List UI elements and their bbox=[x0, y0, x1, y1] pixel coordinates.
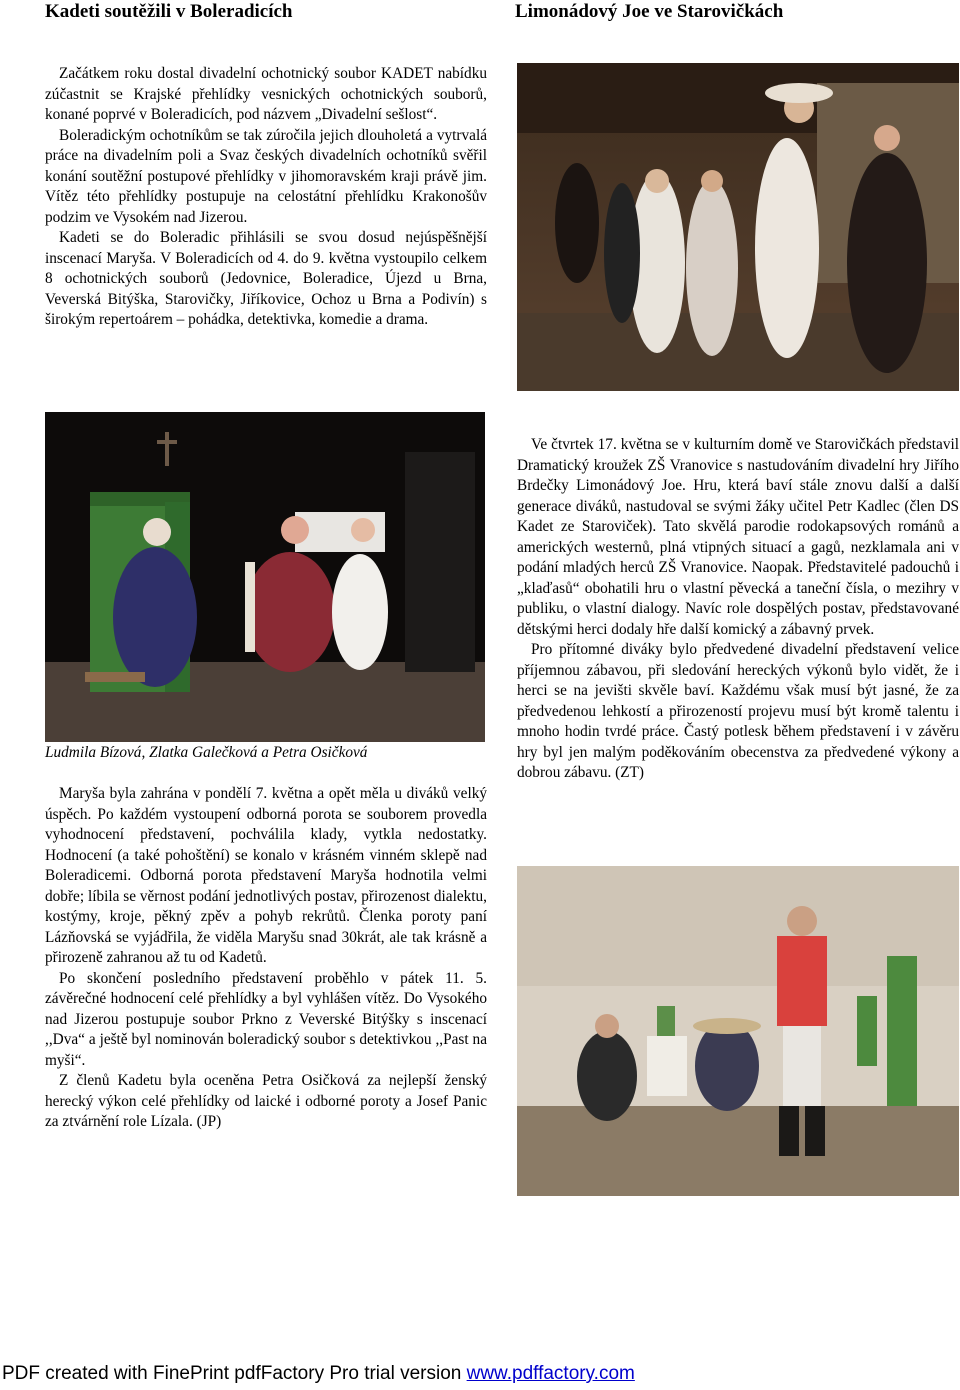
photo-caption: Ludmila Bízová, Zlatka Galečková a Petra Osičková bbox=[45, 744, 368, 761]
paragraph: Začátkem roku dostal divadelní ochotnický soubor KADET nabídku zúčastnit se Krajské přehlídky vesnických ochotnických souborů, konané poprvé v Boleradicích, pod názvem „Divadelní sešlost“. bbox=[45, 65, 487, 123]
stage-photo-image bbox=[517, 63, 959, 391]
pdffactory-link[interactable]: www.pdffactory.com bbox=[466, 1363, 635, 1384]
stage-photo-image bbox=[517, 866, 959, 1196]
footer-text: PDF created with FinePrint pdfFactory Pro trial version bbox=[2, 1363, 467, 1384]
stage-photo-image bbox=[45, 412, 485, 742]
left-intro-text bbox=[45, 64, 487, 331]
paragraph: Pro přítomné diváky bylo předvedené divadelní představení velice příjemnou zábavou, při sledování hereckých výkonů bylo vidět, že i herci se na jevišti skvěle baví. Každému však musí být jasné, že za předvedenou lehkostí a přirozeností projevu musí být kromě talentu i mnoho hodin tvrdé práce. Častý potlesk během představení i v závěru hry byl jen malým poděkováním obecenstva za předvedené výkony a dobrou zábavu. (ZT) bbox=[517, 641, 959, 781]
left-article-title: Kadeti soutěžili v Boleradicích bbox=[45, 1, 293, 22]
paragraph: Maryša byla zahrána v pondělí 7. května a opět měla u diváků velký úspěch. Po každém vystoupení odborná porota se souborem provedla vyhodnocení představení, pochválila klady, vytkla nedostatky. Hodnocení (a také pohoštění) se konalo v krásném vinném sklepě nad Boleradicemi. Odborná porota představení Maryša hodnotila velmi dobře; líbila se věrnost podání jednotlivých postav, přirozenost dialektu, kostýmy, kroje, pěkný zpěv a pohyb rekrůtů. Členka poroty paní Lázňovská se vyjádřila, že viděla Maryšu snad 30krát, ale tak krásně a přirozeně zahranou až tu od Kadetů. bbox=[45, 785, 487, 966]
paragraph: Kadeti se do Boleradic přihlásili se svou dosud nejúspěšnější inscenací Maryša. V Boleradicích od 4. do 9. května vystoupilo celkem 8 ochotnických souborů (Jedovnice, Boleradice, Újezd u Brna, Veverská Bitýška, Starovičky, Jiříkovice, Ochoz u Brna a Podivín) s širokým repertoárem – pohádka, detektivka, komedie a drama. bbox=[45, 229, 487, 328]
limonadovy-joe-photo-2 bbox=[517, 866, 959, 1196]
pdf-footer bbox=[2, 1363, 635, 1385]
right-body-text bbox=[517, 435, 959, 784]
left-body-text bbox=[45, 784, 487, 1133]
paragraph: Boleradickým ochotníkům se tak zúročila jejich dlouholetá a vytrvalá práce na divadelním poli a Svaz českých divadelních ochotníků svěřil konání soutěžní postupové přehlídky v jihomoravském kraji právě jim. Vítěz této přehlídky postupuje na celostátní přehlídku Krakonošův podzim ve Vysokém nad Jizerou. bbox=[45, 126, 487, 226]
right-article-title: Limonádový Joe ve Starovičkách bbox=[515, 1, 784, 22]
paragraph: Ve čtvrtek 17. května se v kulturním domě ve Starovičkách představil Dramatický kroužek ZŠ Vranovice s nastudováním divadelní hry Jiřího Brdečky Limonádový Joe. Hru, která baví stále znovu další a další generace diváků, nastudoval se svými žáky učitel Petr Kadlec (člen DS Kadet ze Staroviček). Tato skvělá parodie rodokapsových románů a amerických westernů, plná vtipných situací a gagů, nezklamala ani v podání mladých herců ZŠ Vranovice. Naopak. Představitelé padouchů i „klaďasů“ obohatili hru o vlastní pěvecká a taneční čísla, o mezihry v publiku, o vlastní dialogy. Navíc role dospělých postav, představované dětskými herci dodaly hře další komický a zábavný prvek. bbox=[517, 436, 959, 638]
paragraph: Z členů Kadetu byla oceněna Petra Osičková za nejlepší ženský herecký výkon celé přehlídky od laické i odborné poroty a Josef Panic za ztvárnění role Lízala. (JP) bbox=[45, 1072, 487, 1130]
limonadovy-joe-stage-photo bbox=[517, 63, 959, 391]
paragraph: Po skončení posledního představení proběhlo v pátek 11. 5. závěrečné hodnocení celé přehlídky a byl vyhlášen vítěz. Do Vysokého nad Jizerou postupuje soubor Prkno z Veverské Bitýšky s inscenací ,,Dva“ a ještě byl nominován boleradický soubor s detektivkou ,,Past na myši“. bbox=[45, 969, 487, 1069]
marysa-stage-photo bbox=[45, 412, 485, 742]
